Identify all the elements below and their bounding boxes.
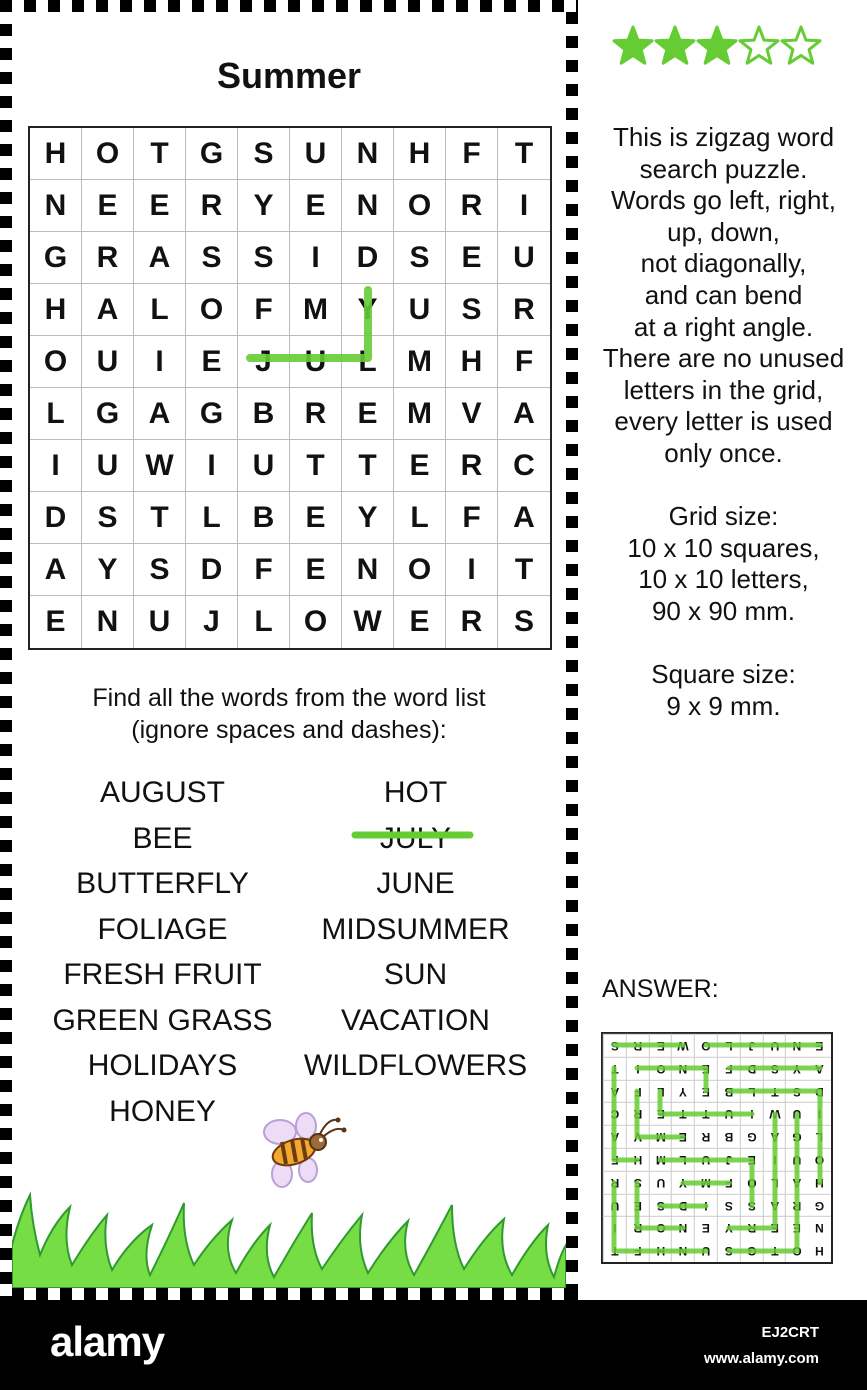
answer-cell: Y [671,1171,694,1194]
word-list-item: MIDSUMMER [321,912,510,946]
grid-cell: D [342,232,394,284]
grid-cell: O [394,544,446,596]
answer-cell: J [740,1034,763,1057]
puzzle-title: Summer [216,55,362,96]
answer-cell: I [808,1102,831,1125]
grid-cell: R [290,388,342,440]
answer-cell: F [626,1080,649,1103]
answer-cell: U [694,1148,717,1171]
image-id: EJ2CRT [761,1324,819,1341]
word-list-item: GREEN GRASS [52,1003,273,1037]
answer-cell: R [694,1125,717,1148]
answer-cell: D [808,1080,831,1103]
answer-cell: M [649,1148,672,1171]
grid-cell: D [186,544,238,596]
answer-cell: L [717,1034,740,1057]
answer-cell: E [740,1148,763,1171]
answer-cell: E [694,1216,717,1239]
description-line: up, down, [667,216,780,247]
description-line: search puzzle. [639,153,808,184]
description-line: and can bend [644,279,803,310]
grid-cell: S [394,232,446,284]
answer-cell: I [694,1194,717,1217]
grid-cell: S [238,128,290,180]
answer-cell: E [763,1216,786,1239]
word-list-item: HOLIDAYS [87,1049,238,1082]
answer-cell: O [785,1239,808,1262]
grid-cell: H [30,284,82,336]
grid-cell: Y [342,284,394,336]
grid-cell: L [394,492,446,544]
grid-cell: B [238,492,290,544]
star-filled-icon [656,27,694,63]
answer-label: ANSWER: [602,975,719,1003]
grid-cell: L [186,492,238,544]
description-line: letters in the grid, [623,374,824,405]
description-line: 10 x 10 squares, [627,532,820,563]
answer-cell: N [671,1239,694,1262]
grid-cell: Y [238,180,290,232]
answer-cell: G [808,1194,831,1217]
answer-cell: J [717,1148,740,1171]
grid-cell: U [82,336,134,388]
grid-cell: U [394,284,446,336]
answer-cell: O [649,1216,672,1239]
grid-cell: I [186,440,238,492]
grid-cell: S [186,232,238,284]
letter-grid [28,126,552,650]
answer-cell: M [649,1125,672,1148]
answer-cell: R [626,1034,649,1057]
grid-cell: M [394,388,446,440]
grid-cell: F [446,492,498,544]
description-line: only once. [664,437,783,468]
word-list-item: WILDFLOWERS [303,1049,528,1082]
answer-cell: U [785,1102,808,1125]
grid-cell: O [186,284,238,336]
answer-cell: T [763,1080,786,1103]
answer-cell: A [603,1080,626,1103]
answer-cell: D [671,1194,694,1217]
star-filled-icon [614,27,652,63]
answer-cell: L [808,1125,831,1148]
grid-cell: C [498,440,550,492]
answer-cell: N [785,1034,808,1057]
grid-cell: G [30,232,82,284]
grid-cell: N [342,180,394,232]
word-list-item: SUN [383,958,448,991]
alamy-logo: alamy [50,1318,165,1365]
answer-cell: A [785,1171,808,1194]
answer-cell: E [626,1194,649,1217]
answer-cell: U [717,1102,740,1125]
grid-cell: U [290,336,342,388]
answer-cell: R [740,1216,763,1239]
grid-cell: E [290,544,342,596]
grid-cell: U [134,596,186,648]
answer-cell: S [717,1239,740,1262]
answer-cell: E [694,1057,717,1080]
grid-cell: R [446,180,498,232]
answer-cell: H [815,1243,824,1258]
grid-cell: I [290,232,342,284]
grid-cell: U [498,232,550,284]
grid-cell: R [446,596,498,648]
answer-cell: I [740,1102,763,1125]
description-line: There are no unused [602,343,845,374]
description-line: This is zigzag word [612,122,835,152]
answer-cell: Y [717,1216,740,1239]
grid-cell: R [446,440,498,492]
grid-cell: H [394,128,446,180]
grid-cell: U [290,128,342,180]
description-line: Words go left, right, [611,185,836,216]
grid-cell: D [30,492,82,544]
answer-cell: Y [671,1080,694,1103]
description-line: not diagonally, [640,248,807,279]
answer-cell: O [694,1034,717,1057]
description-line: Grid size: [668,501,779,532]
word-list-left [30,770,295,1134]
grid-cell: O [290,596,342,648]
grid-cell: N [342,544,394,596]
grid-cell: J [238,336,290,388]
answer-cell: I [626,1057,649,1080]
grid-cell: S [446,284,498,336]
answer-cell: T [763,1239,786,1262]
answer-cell: D [740,1057,763,1080]
description-line: 10 x 10 letters, [638,564,809,595]
description-line: every letter is used [614,406,833,437]
answer-cell: R [626,1102,649,1125]
grid-cell: V [446,388,498,440]
answer-cell: G [740,1125,763,1148]
grid-cell: H [30,128,82,180]
word-list-right [293,770,538,1089]
grid-cell: F [446,128,498,180]
answer-cell: H [649,1239,672,1262]
grid-cell: N [82,596,134,648]
grid-cell: A [134,388,186,440]
grid-cell: G [82,388,134,440]
word-list-item: BUTTERFLY [76,867,249,900]
grid-cell: L [238,596,290,648]
answer-cell: E [785,1216,808,1239]
rating-stars [612,24,824,68]
grid-cell: S [82,492,134,544]
grid-cell: M [394,336,446,388]
grid-cell: S [238,232,290,284]
answer-cell: R [603,1171,626,1194]
answer-cell: O [808,1148,831,1171]
grid-cell: U [238,440,290,492]
grid-cell: T [342,440,394,492]
puzzle-description [580,122,867,722]
grid-cell: B [238,388,290,440]
star-empty-icon [782,27,820,63]
grid-cell: O [82,128,134,180]
answer-cell: U [603,1194,626,1217]
grid-cell: J [186,596,238,648]
description-line: 90 x 90 mm. [651,595,796,626]
answer-cell: U [785,1148,808,1171]
answer-cell: L [671,1148,694,1171]
answer-cell: F [717,1057,740,1080]
grid-cell: W [134,440,186,492]
grid-cell: E [186,336,238,388]
word-list-item: JUNE [376,867,455,900]
grid-cell: S [513,605,534,638]
grid-cell: E [134,180,186,232]
instructions [0,682,578,746]
answer-cell: A [763,1125,786,1148]
answer-cell: B [717,1125,740,1148]
description-line [580,470,867,502]
grid-cell: L [30,388,82,440]
grid-cell: G [186,128,238,180]
grid-cell: G [186,388,238,440]
grid-cell: Y [82,544,134,596]
grid-cell: O [394,180,446,232]
answer-cell: G [785,1125,808,1148]
answer-cell: E [808,1034,831,1057]
answer-cell: T [694,1102,717,1125]
star-empty-icon [740,27,778,63]
grid-cell: M [290,284,342,336]
answer-cell: O [740,1171,763,1194]
answer-cell: S [740,1194,763,1217]
answer-cell: U [649,1171,672,1194]
answer-cell: T [671,1102,694,1125]
answer-cell: I [763,1148,786,1171]
description-line: at a right angle. [633,311,814,342]
grid-cell: N [30,180,82,232]
answer-cell: M [694,1171,717,1194]
grid-cell: E [30,596,82,648]
answer-cell: G [740,1239,763,1262]
description-line: 9 x 9 mm. [666,690,781,721]
grid-cell: A [498,492,550,544]
answer-cell: Y [785,1057,808,1080]
answer-cell: N [671,1216,694,1239]
grid-cell: Y [342,492,394,544]
answer-cell: T [603,1239,626,1262]
answer-cell: O [649,1057,672,1080]
grid-cell: T [498,544,550,596]
grid-cell: I [134,336,186,388]
grid-cell: R [498,284,550,336]
grid-cell: F [498,336,550,388]
answer-cell: S [649,1194,672,1217]
answer-cell: H [808,1171,831,1194]
word-list-item: VACATION [341,1003,490,1037]
grid-cell: E [446,232,498,284]
grid-cell: L [342,336,394,388]
answer-cell: A [808,1057,831,1080]
answer-cell: L [649,1080,672,1103]
answer-cell: C [603,1102,626,1125]
answer-cell: S [785,1080,808,1103]
grid-cell: W [342,596,394,648]
grid-cell: A [30,544,82,596]
word-list-item: FRESH FRUIT [63,958,262,991]
word-list-item: HONEY [109,1094,216,1128]
grid-cell: L [134,284,186,336]
grid-cell: F [238,284,290,336]
answer-cell: W [763,1102,786,1125]
answer-cell: V [626,1125,649,1148]
grid-cell: A [498,388,550,440]
answer-cell: R [626,1216,649,1239]
grid-cell: E [290,180,342,232]
grid-cell: A [82,284,134,336]
word-list-item: HOT [383,776,448,809]
answer-cell: S [717,1194,740,1217]
answer-cell: E [694,1080,717,1103]
star-filled-icon [698,27,736,63]
word-list-item: JULY [379,821,452,855]
answer-cell: S [626,1171,649,1194]
grid-cell: E [394,440,446,492]
word-list-item: FOLIAGE [97,912,228,946]
answer-cell: E [649,1102,672,1125]
answer-cell: F [603,1148,626,1171]
grid-cell: F [238,544,290,596]
instruction-line-1: Find all the words from the word list [92,684,486,712]
grid-cell: I [498,180,550,232]
answer-cell: N [808,1216,831,1239]
grid-cell: T [498,128,550,180]
description-line: Square size: [651,659,796,690]
description-line [580,628,867,660]
grid-cell: U [82,440,134,492]
answer-grid [601,1032,833,1264]
grid-cell: R [186,180,238,232]
answer-cell: F [717,1171,740,1194]
answer-cell: U [763,1034,786,1057]
instruction-line-2: (ignore spaces and dashes): [131,716,447,744]
answer-cell: A [763,1194,786,1217]
answer-cell: I [603,1216,626,1239]
grid-cell: E [342,388,394,440]
grid-cell: T [134,128,186,180]
grid-cell: I [446,544,498,596]
word-list-item: AUGUST [99,776,225,809]
answer-cell: A [603,1125,626,1148]
grid-cell: E [290,492,342,544]
grid-cell: E [82,180,134,232]
answer-cell: L [763,1171,786,1194]
word-list-item: BEE [132,821,193,855]
answer-cell: S [763,1057,786,1080]
grid-cell: E [394,596,446,648]
grid-cell: A [134,232,186,284]
grid-cell: T [290,440,342,492]
answer-cell: E [671,1125,694,1148]
answer-cell: T [603,1057,626,1080]
site-url: www.alamy.com [703,1350,819,1367]
answer-cell: W [671,1034,694,1057]
grid-cell: N [342,128,394,180]
answer-cell: N [671,1057,694,1080]
answer-cell: R [785,1194,808,1217]
answer-cell: F [626,1239,649,1262]
grid-cell: R [82,232,134,284]
grid-cell: S [134,544,186,596]
answer-cell: B [717,1080,740,1103]
answer-cell: L [740,1080,763,1103]
answer-cell: E [649,1034,672,1057]
grid-cell: O [30,336,82,388]
grid-cell: T [134,492,186,544]
answer-cell: S [603,1034,626,1057]
answer-cell: H [626,1148,649,1171]
grid-cell: I [30,440,82,492]
grid-cell: H [446,336,498,388]
answer-cell: U [694,1239,717,1262]
